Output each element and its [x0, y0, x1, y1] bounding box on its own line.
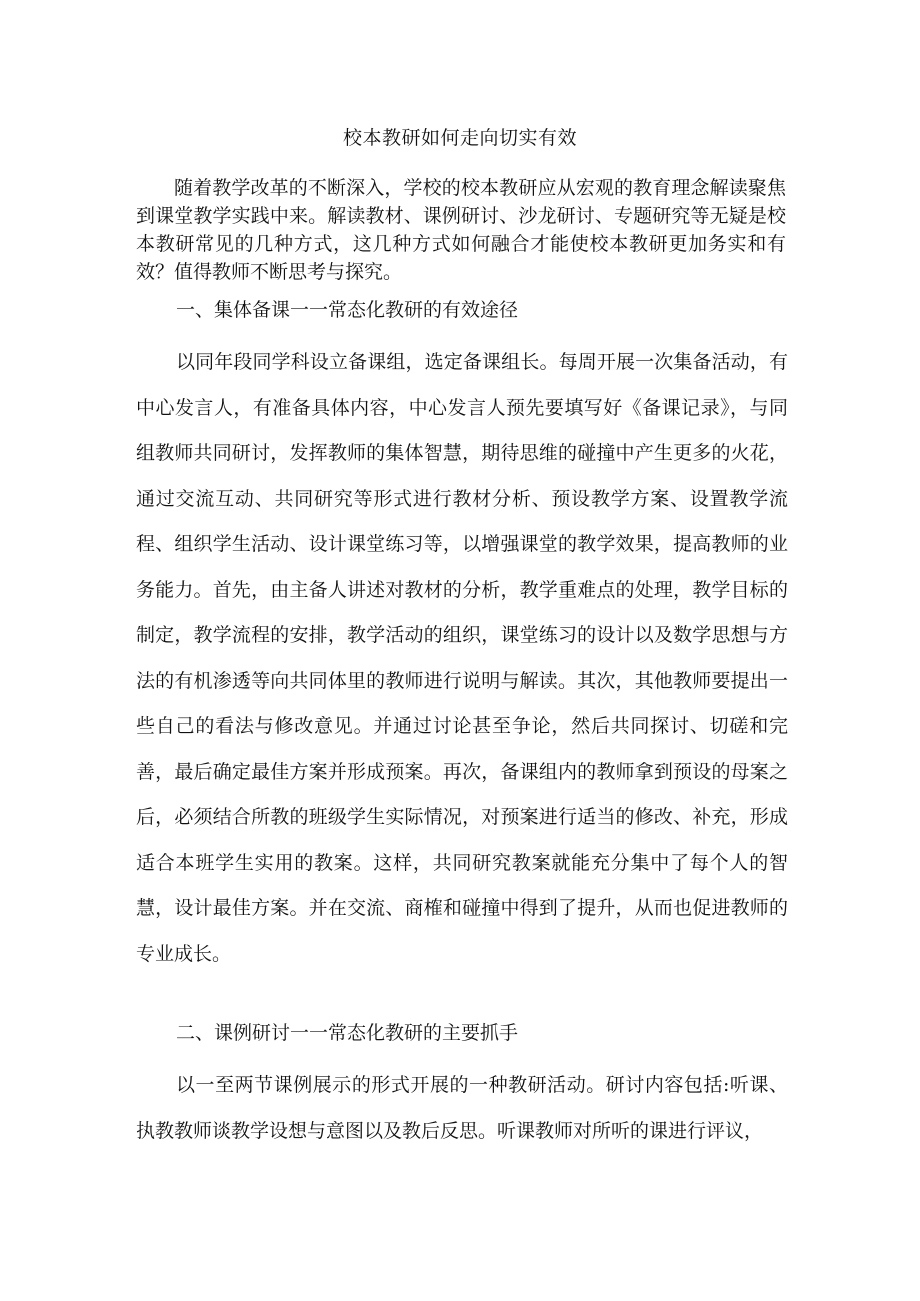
document-title: 校本教研如何走向切实有效	[342, 127, 577, 149]
section-1-heading: 一、集体备课一一常态化教研的有效途径	[176, 299, 519, 321]
section-2-paragraph: 以一至两节课例展示的形式开展的一种教研活动。研讨内容包括:听课、执教教师谈教学设想与意图以及教后反思。听课教师对所听的课进行评议，	[136, 1074, 788, 1142]
section-2-heading: 二、课例研讨一一常态化教研的主要抓手	[176, 1022, 519, 1044]
section-1-paragraph: 以同年段同学科设立备课组，选定备课组长。每周开展一次集备活动，有中心发言人，有准备具体内容，中心发言人预先要填写好《备课记录》，与同组教师共同研讨，发挥教师的集体智慧，期待思维的碰撞中产生更多的火花，通过交流互动、共同研究等形式进行教材分析、预设教学方案、设置教学流程、组织学生活动、设计课堂练习等，以增强课堂的教学效果，提高教师的业务能力。首先，由主备人讲述对教材的分析，教学重难点的处理，教学目标的制定，教学流程的安排，教学活动的组织，课堂练习的设计以及数学思想与方法的有机渗透等向共同体里的教师进行说明与解读。其次，其他教师要提出一些自己的看法与修改意见。并通过讨论甚至争论，然后共同探讨、切磋和完善，最后确定最佳方案并形成预案。再次，备课组内的教师拿到预设的母案之后，必须结合所教的班级学生实际情况，对预案进行适当的修改、补充，形成适合本班学生实用的教案。这样，共同研究教案就能充分集中了每个人的智慧，设计最佳方案。并在交流、商榷和碰撞中得到了提升，从而也促进教师的专业成长。	[136, 351, 788, 965]
intro-paragraph: 随着教学改革的不断深入，学校的校本教研应从宏观的教育理念解读聚焦到课堂教学实践中来。解读教材、课例研讨、沙龙研讨、专题研究等无疑是校本教研常见的几种方式，这几种方式如何融合才能使校本教研更加务实和有效？值得教师不断思考与探究。	[136, 177, 786, 283]
